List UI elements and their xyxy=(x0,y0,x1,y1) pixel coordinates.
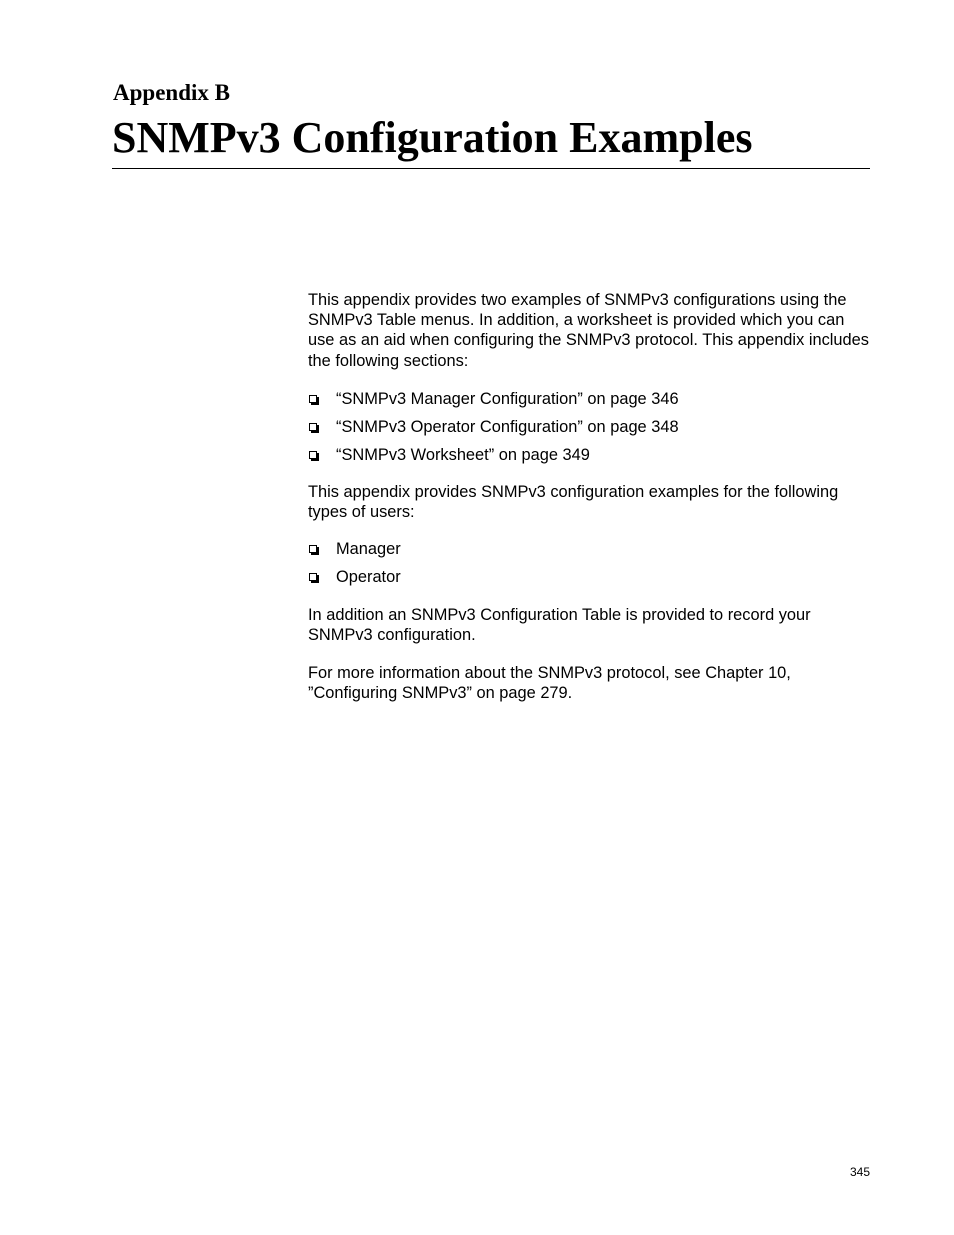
sections-list xyxy=(308,389,870,473)
body-content xyxy=(308,290,870,703)
list-item-text: Manager xyxy=(336,540,401,559)
title-rule xyxy=(112,168,870,169)
checkbox-bullet-icon xyxy=(309,545,317,553)
list-item xyxy=(308,567,870,595)
more-info-paragraph: For more information about the SNMPv3 protocol, see Chapter 10, ”Configuring SNMPv3” on page 279. xyxy=(308,663,791,702)
list-item xyxy=(308,417,870,445)
page-number: 345 xyxy=(849,1165,870,1179)
list-item xyxy=(308,539,870,567)
list-item xyxy=(308,389,870,417)
list-item-text: Operator xyxy=(336,568,401,587)
checkbox-bullet-icon xyxy=(309,423,317,431)
users-paragraph: This appendix provides SNMPv3 configuration examples for the following types of users: xyxy=(308,482,839,522)
list-item-text: “SNMPv3 Operator Configuration” on page 348 xyxy=(336,417,679,436)
list-item xyxy=(308,445,870,473)
page-title: SNMPv3 Configuration Examples xyxy=(112,113,753,162)
checkbox-bullet-icon xyxy=(309,573,317,581)
appendix-label: Appendix B xyxy=(113,80,230,105)
checkbox-bullet-icon xyxy=(309,451,317,459)
list-item-text: “SNMPv3 Manager Configuration” on page 346 xyxy=(336,389,679,408)
checkbox-bullet-icon xyxy=(309,395,317,403)
intro-paragraph: This appendix provides two examples of SNMPv3 configurations using the SNMPv3 Table menus. In addition, a worksheet is provided which you can use as an aid when configuring the SNMPv3 protocol. This appendix includes the following sections: xyxy=(308,291,869,370)
table-note-paragraph: In addition an SNMPv3 Configuration Table is provided to record your SNMPv3 configuration. xyxy=(308,606,811,645)
list-item-text: “SNMPv3 Worksheet” on page 349 xyxy=(336,445,590,464)
users-list xyxy=(308,539,870,595)
